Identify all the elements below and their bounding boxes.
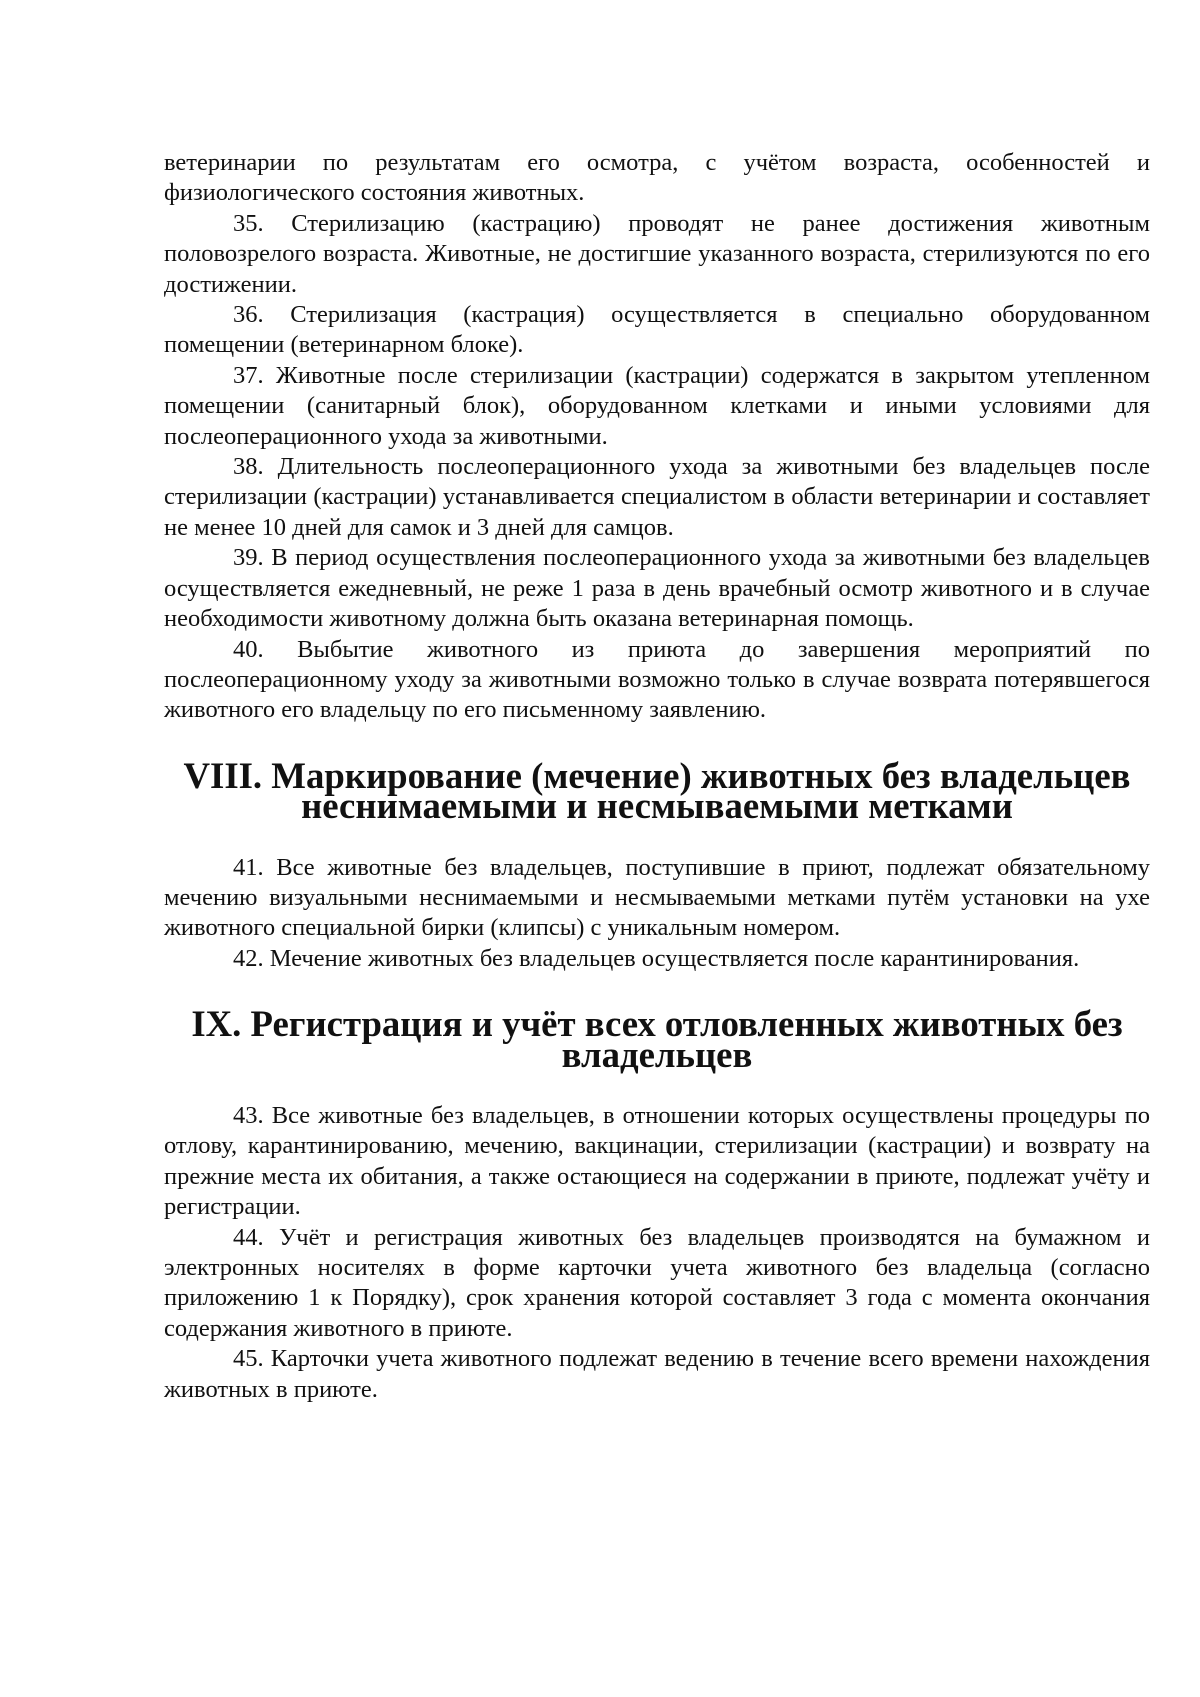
paragraph-36: 36. Стерилизация (кастрация) осуществляется в специально оборудованном помещении (ветеринарном блоке). — [164, 301, 1150, 359]
paragraph-45: 45. Карточки учета животного подлежат ведению в течение всего времени нахождения животных в приюте. — [164, 1345, 1150, 1403]
paragraph-40: 40. Выбытие животного из приюта до завершения мероприятий по послеоперационному уходу за животными возможно только в случае возврата потерявшегося животного его владельцу по его письменному заявлению. — [164, 635, 1150, 724]
section-viii-heading — [164, 754, 1150, 827]
paragraph-37: 37. Животные после стерилизации (кастрации) содержатся в закрытом утепленном помещении (санитарный блок), оборудованном клетками и иными условиями для послеоперационного ухода за животными. — [164, 361, 1150, 450]
paragraph-41: 41. Все животные без владельцев, поступившие в приют, подлежат обязательному мечению визуальными неснимаемыми и несмываемыми метками путём установки на ухе животного специальной бирки (клипсы) с уникальным номером. — [164, 853, 1150, 942]
paragraph-42: 42. Мечение животных без владельцев осуществляется после карантинирования. — [233, 944, 1080, 972]
section-viii-title-line-2: неснимаемыми и несмываемыми метками — [301, 785, 1013, 827]
paragraph-39: 39. В период осуществления послеоперационного ухода за животными без владельцев осуществляется ежедневный, не реже 1 раза в день врачебный осмотр животного и в случае необходимости животному должна быть оказана ветеринарная помощь. — [164, 544, 1150, 633]
paragraph-44: 44. Учёт и регистрация животных без владельцев производятся на бумажном и электронных носителях в форме карточки учета животного без владельца (согласно приложению 1 к Порядку), срок хранения которой составляет 3 года с момента окончания содержания животного в приюте. — [164, 1223, 1150, 1342]
section-gap — [164, 822, 1150, 853]
document-body — [164, 148, 1150, 1405]
paragraph-35: 35. Стерилизацию (кастрацию) проводят не ранее достижения животным половозрелого возраста. Животные, не достигшие указанного возраста, стерилизуются по его достижении. — [164, 209, 1150, 298]
paragraph-38: 38. Длительность послеоперационного ухода за животными без владельцев после стерилизации (кастрации) устанавливается специалистом в области ветеринарии и составляет не менее 10 дней для самок и 3 дней для самцов. — [164, 453, 1150, 541]
section-gap — [164, 1070, 1150, 1101]
paragraph-continuation: ветеринарии по результатам его осмотра, с учётом возраста, особенностей и физиологического состояния животных. — [164, 149, 1150, 207]
section-viii-title-line-1: VIII. Маркирование (мечение) животных без владельцев — [183, 754, 1131, 796]
paragraph-43: 43. Все животные без владельцев, в отношении которых осуществлены процедуры по отлову, карантинированию, мечению, вакцинации, стерилизации (кастрации) и возврату на прежние места их обитания, а также остающиеся на содержании в приюте, подлежат учёту и регистрации. — [164, 1101, 1150, 1221]
section-ix-heading: IX. Регистрация и учёт всех отловленных животных без владельцев — [191, 1003, 1123, 1075]
